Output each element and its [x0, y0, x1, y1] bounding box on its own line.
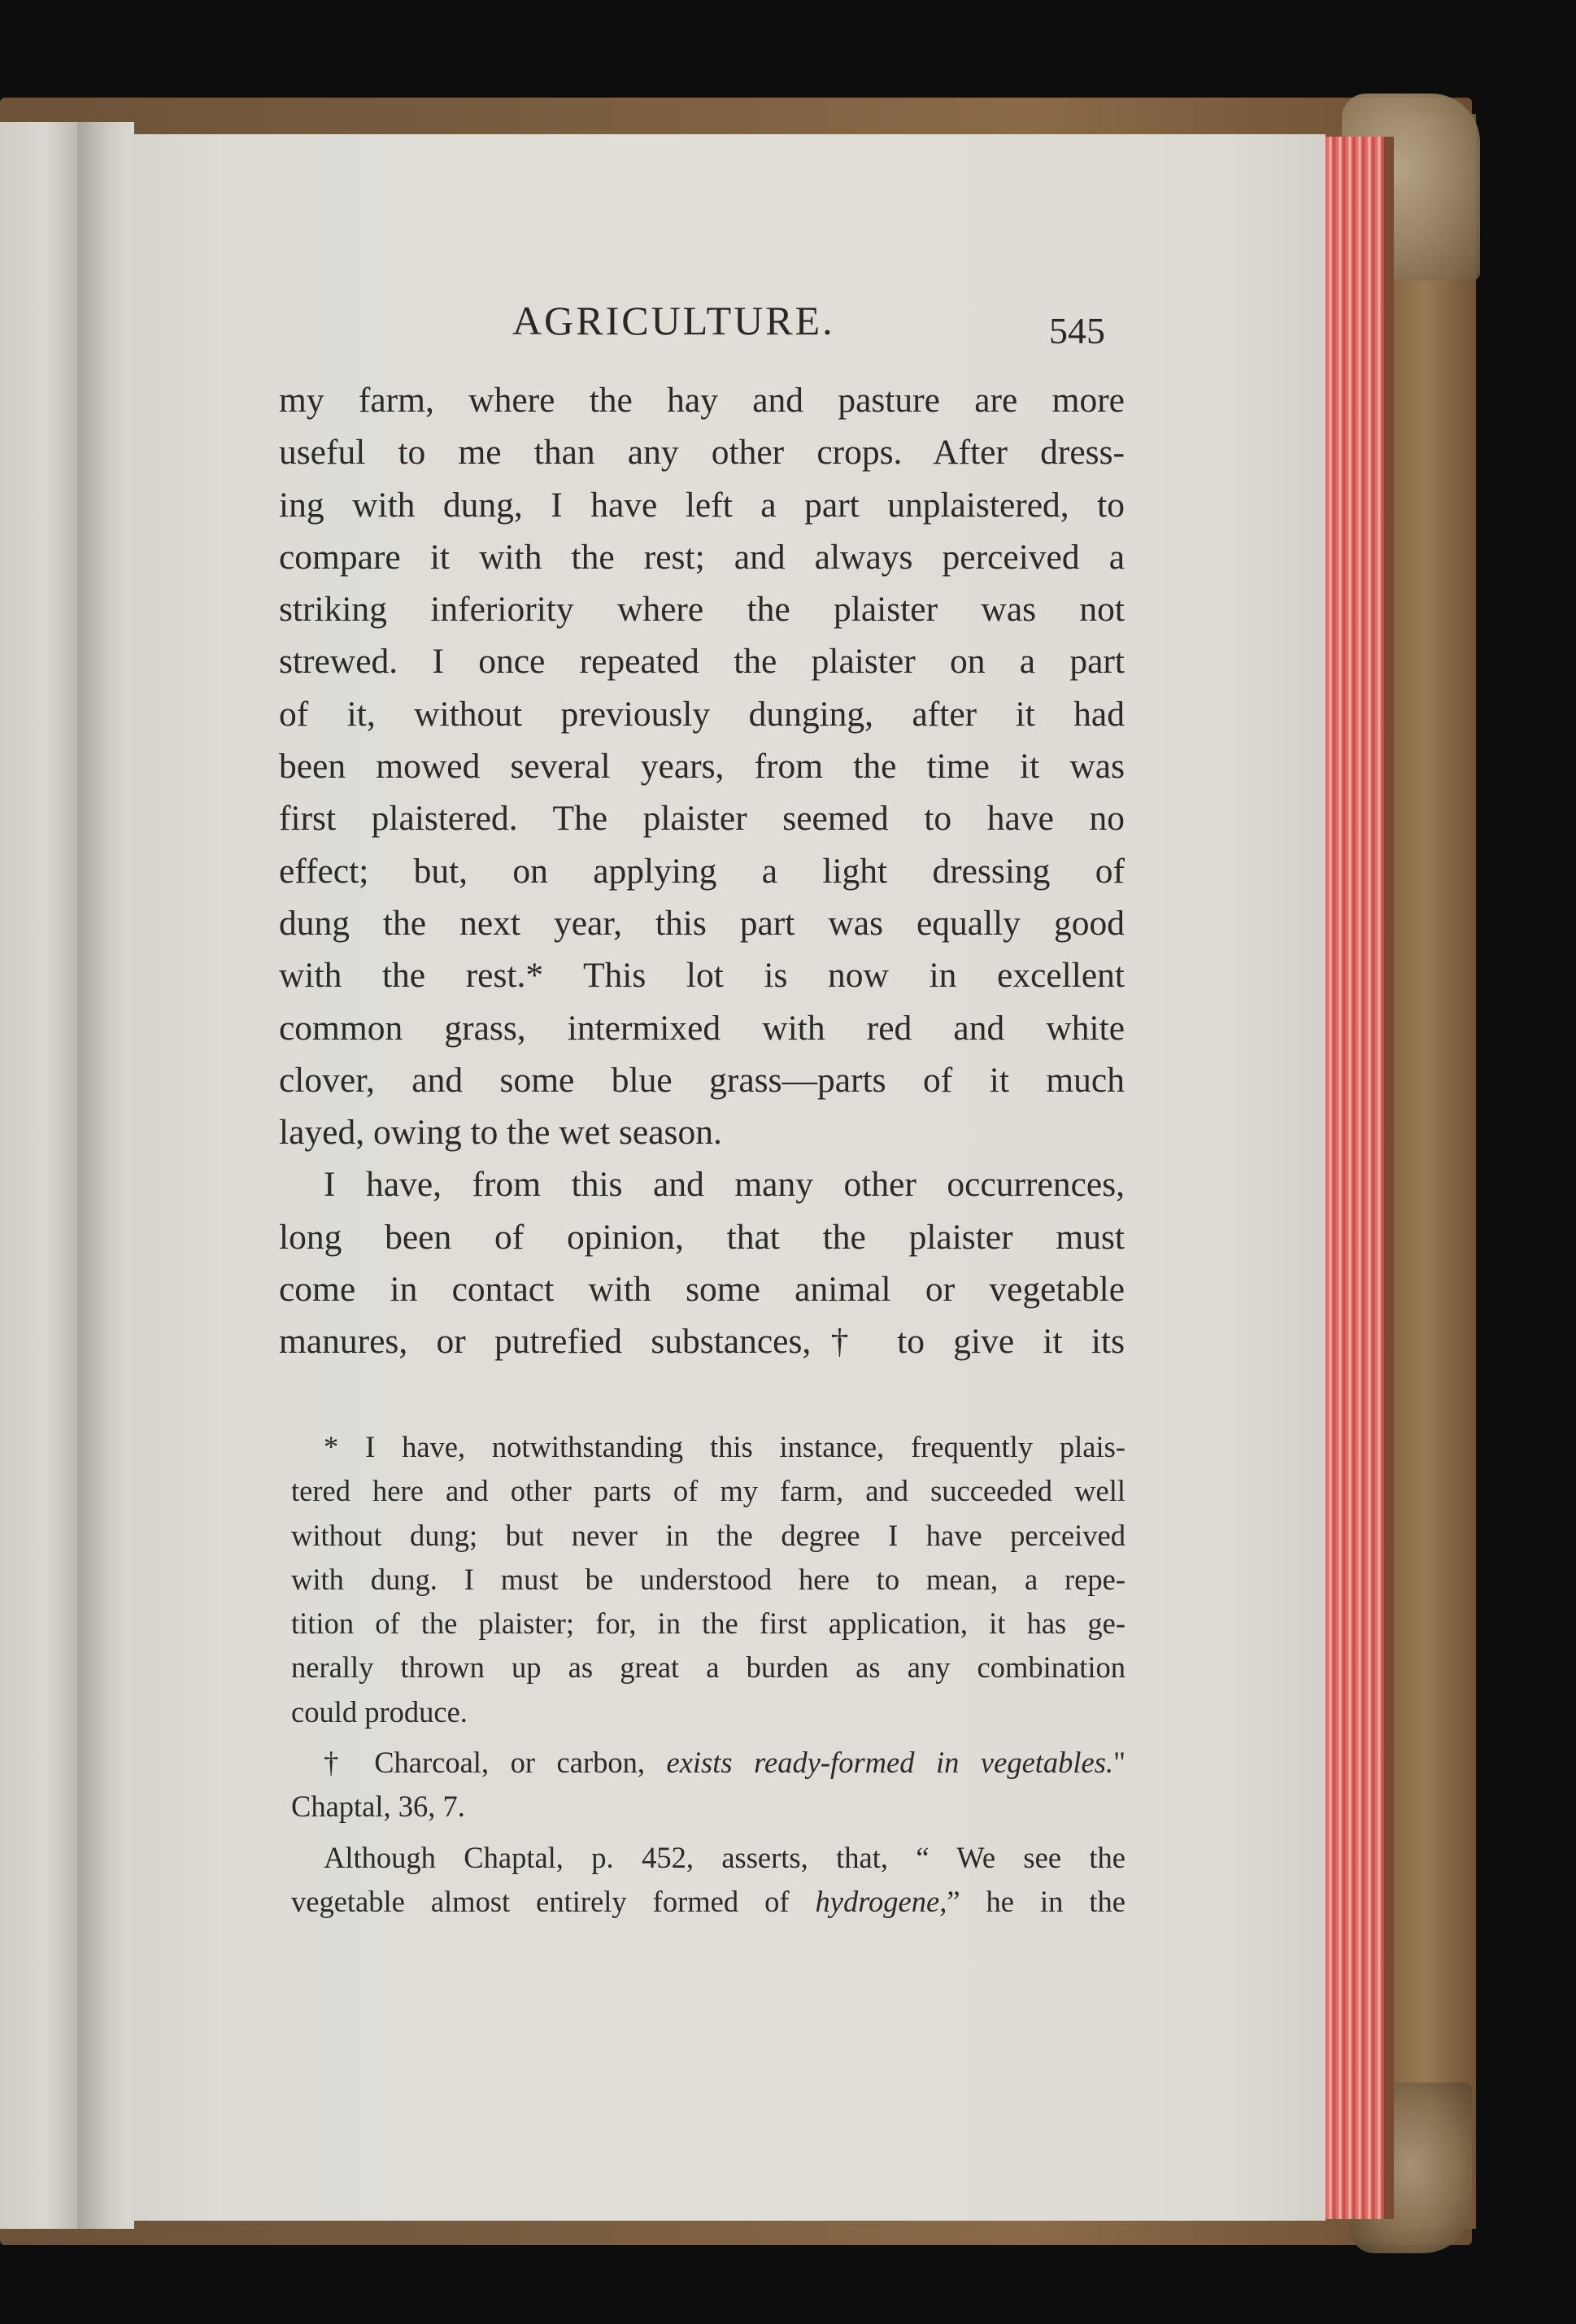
footnote-line: * I have, notwithstanding this instance, frequently plais-: [324, 1430, 1125, 1463]
footnote-dagger: [291, 1741, 1125, 1785]
red-page-edges: [1326, 137, 1384, 2219]
body-line: with the rest.* This lot is now in excellent: [279, 956, 1125, 996]
body-line: I have, from this and many other occurrences,: [324, 1165, 1125, 1205]
footnote-line: Chaptal, 36, 7.: [291, 1790, 465, 1824]
page-number: 545: [1049, 310, 1105, 351]
body-line: clover, and some blue grass—parts of it much: [279, 1060, 1125, 1100]
body-line: my farm, where the hay and pasture are more: [279, 381, 1125, 420]
body-line: been mowed several years, from the time it was: [279, 747, 1125, 787]
footnote-text: vegetable almost entirely formed of: [291, 1884, 816, 1918]
body-line: striking inferiority where the plaister was not: [279, 590, 1125, 630]
footnote-dagger-text: † Charcoal, or carbon,: [324, 1746, 667, 1780]
footnote-dagger-quote: ": [1113, 1746, 1125, 1780]
footnote-line: could produce.: [291, 1694, 468, 1729]
body-line: ing with dung, I have left a part unplaistered, to: [279, 485, 1125, 525]
footnote-line: Although Chaptal, p. 452, asserts, that, “ We see the: [324, 1840, 1125, 1874]
page-edge-shadow: [1384, 137, 1394, 2219]
body-line: effect; but, on applying a light dressing of: [279, 851, 1125, 891]
body-line: common grass, intermixed with red and white: [279, 1008, 1125, 1048]
body-line: of it, without previously dunging, after it had: [279, 694, 1125, 734]
book-gutter: [77, 122, 134, 2229]
footnote-line: [291, 1880, 1125, 1924]
footnote-italic: hydrogene,: [815, 1884, 947, 1918]
footnote-line: without dung; but never in the degree I have perceived: [291, 1518, 1125, 1552]
body-line: long been of opinion, that the plaister must: [279, 1217, 1125, 1257]
footnote-text: ” he in the: [947, 1884, 1125, 1918]
body-line: first plaistered. The plaister seemed to have no: [279, 799, 1125, 839]
left-page-edge: [0, 122, 79, 2229]
body-line: compare it with the rest; and always perceived a: [279, 537, 1125, 577]
body-text: [279, 374, 1125, 1368]
footnotes: [291, 1425, 1125, 1924]
footnote-line: nerally thrown up as great a burden as any combination: [291, 1650, 1125, 1685]
body-line: useful to me than any other crops. After dress-: [279, 433, 1125, 473]
footnote-line: with dung. I must be understood here to mean, a repe-: [291, 1562, 1125, 1596]
body-line: dung the next year, this part was equally good: [279, 903, 1125, 943]
footnote-dagger-italic: exists ready-formed in vegetables.: [666, 1746, 1114, 1780]
body-line: layed, owing to the wet season.: [279, 1113, 722, 1153]
body-line: manures, or putrefied substances,† to give it its: [279, 1322, 1125, 1362]
footnote-line: tered here and other parts of my farm, and succeeded well: [291, 1474, 1125, 1508]
body-line: strewed. I once repeated the plaister on a part: [279, 642, 1125, 682]
footnote-line: tition of the plaister; for, in the first application, it has ge-: [291, 1607, 1125, 1641]
running-head: AGRICULTURE.: [512, 298, 835, 343]
body-line: come in contact with some animal or vegetable: [279, 1270, 1125, 1310]
